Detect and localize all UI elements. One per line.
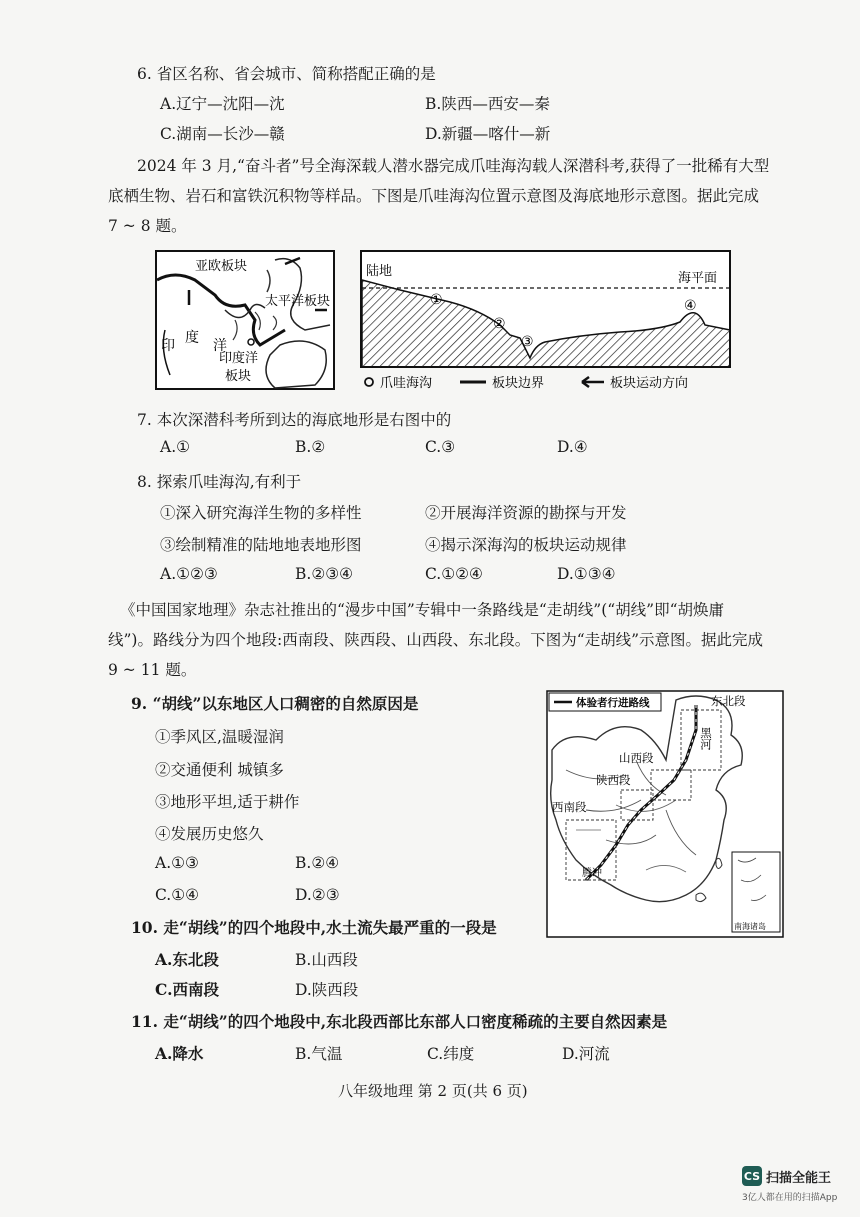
java-trench-map [155,250,335,390]
q8-option-a: A.①②③ [160,565,218,583]
map-label-india-3: 洋 [213,338,227,354]
q6-stem: 6. 省区名称、省会城市、简称搭配正确的是 [137,65,436,83]
map-label-tengchong: 腾冲 [582,868,602,879]
q7-stem: 7. 本次深潜科考所到达的海底地形是右图中的 [137,411,452,429]
profile-point-4: ④ [684,298,697,314]
legend-route-label: 体验者行进路线 [576,697,650,709]
q8-stem: 8. 探索爪哇海沟,有利于 [137,473,302,491]
fig1-legend [360,372,732,392]
q8-option-c: C.①②④ [425,565,483,583]
q9-item-4: ④发展历史悠久 [155,825,264,843]
q8-item-1: ①深入研究海洋生物的多样性 [160,504,362,522]
camscanner-tagline: 3亿人都在用的扫描App [742,1193,838,1203]
legend-trench-icon [365,378,373,386]
intro2-line2: 线”)。路线分为四个地段:西南段、陕西段、山西段、东北段。下图为“走胡线”示意图。据此完成 [108,631,764,649]
profile-label-sea-level: 海平面 [678,271,718,286]
intro2-line3: 9 ~ 11 题。 [108,661,197,679]
map-label-heihe: 黑河 [699,727,713,750]
q7-option-b: B.② [295,438,326,456]
map-label-pacific: 太平洋板块 [265,294,331,309]
q6-option-c: C.湖南—长沙—赣 [160,125,285,143]
q11-option-a: A.降水 [155,1044,204,1063]
map-label-eurasia: 亚欧板块 [195,259,248,274]
map-label-india-2: 度 [185,330,199,346]
intro1-line3: 7 ~ 8 题。 [108,217,187,235]
q10-stem: 10. 走“胡线”的四个地段中,水土流失最严重的一段是 [131,918,497,937]
intro1-line1: 2024 年 3 月,“奋斗者”号全海深载人潜水器完成爪哇海沟载人深潜科考,获得了一批稀有大型 [137,157,770,175]
intro2-line1: 《中国国家地理》杂志社推出的“漫步中国”专辑中一条路线是“走胡线”(“胡线”即“胡焕庸 [120,601,725,619]
q9-item-1: ①季风区,温暖湿润 [155,728,284,746]
q6-option-a: A.辽宁—沈阳—沈 [160,95,285,113]
seafloor-profile [360,250,732,370]
map-label-shanxi: 山西段 [619,751,654,765]
q8-item-3: ③绘制精准的陆地地表地形图 [160,536,362,554]
legend-direction-label: 板块运动方向 [610,376,689,391]
legend-boundary-label: 板块边界 [492,376,545,391]
profile-point-1: ① [430,292,443,308]
q6-option-b: B.陕西—西安—秦 [425,95,550,113]
q7-option-d: D.④ [557,438,588,456]
q9-option-d: D.②③ [295,886,340,904]
map-label-southwest: 西南段 [552,800,587,814]
q10-option-c: C.西南段 [155,980,219,999]
q8-option-b: B.②③④ [295,565,354,583]
q11-option-c: C.纬度 [427,1045,475,1063]
intro1-line2: 底栖生物、岩石和富铁沉积物等样品。下图是爪哇海沟位置示意图及海底地形示意图。据此完成 [108,187,760,205]
page-footer: 八年级地理 第 2 页(共 6 页) [338,1082,528,1100]
map-label-northeast: 东北段 [711,694,746,708]
q11-stem: 11. 走“胡线”的四个地段中,东北段西部比东部人口密度稀疏的主要自然因素是 [131,1012,668,1031]
hu-line-map [546,690,784,938]
camscanner-logo-icon: CS [742,1166,762,1186]
q9-item-2: ②交通便利 城镇多 [155,761,284,779]
q9-item-3: ③地形平坦,适于耕作 [155,793,300,811]
camscanner-name: 扫描全能王 [766,1171,832,1186]
map-label-plate-2: 板块 [225,369,252,384]
q9-stem: 9. “胡线”以东地区人口稠密的自然原因是 [131,694,419,713]
q7-option-a: A.① [160,438,191,456]
q9-option-a: A.①③ [155,854,199,872]
q8-option-d: D.①③④ [557,565,616,583]
profile-label-land: 陆地 [366,264,393,279]
q11-option-d: D.河流 [562,1045,610,1063]
q8-item-4: ④揭示深海沟的板块运动规律 [425,536,627,554]
profile-point-2: ② [493,316,506,332]
q7-option-c: C.③ [425,438,456,456]
legend-direction-icon [582,377,604,387]
inset-label-south-sea: 南海诸岛 [734,922,766,931]
q6-option-d: D.新疆—喀什—新 [425,125,551,143]
q9-option-b: B.②④ [295,854,340,872]
map-label-plate-1: 印度洋 [219,351,259,366]
q10-option-a: A.东北段 [155,950,219,969]
q9-option-c: C.①④ [155,886,200,904]
q11-option-b: B.气温 [295,1045,343,1063]
q10-option-d: D.陕西段 [295,981,359,999]
q8-item-2: ②开展海洋资源的勘探与开发 [425,504,627,522]
map-label-india-1: 印 [161,338,175,354]
map-label-shaanxi: 陕西段 [596,773,631,787]
q10-option-b: B.山西段 [295,951,358,969]
profile-point-3: ③ [521,334,534,350]
legend-trench-label: 爪哇海沟 [380,376,433,391]
